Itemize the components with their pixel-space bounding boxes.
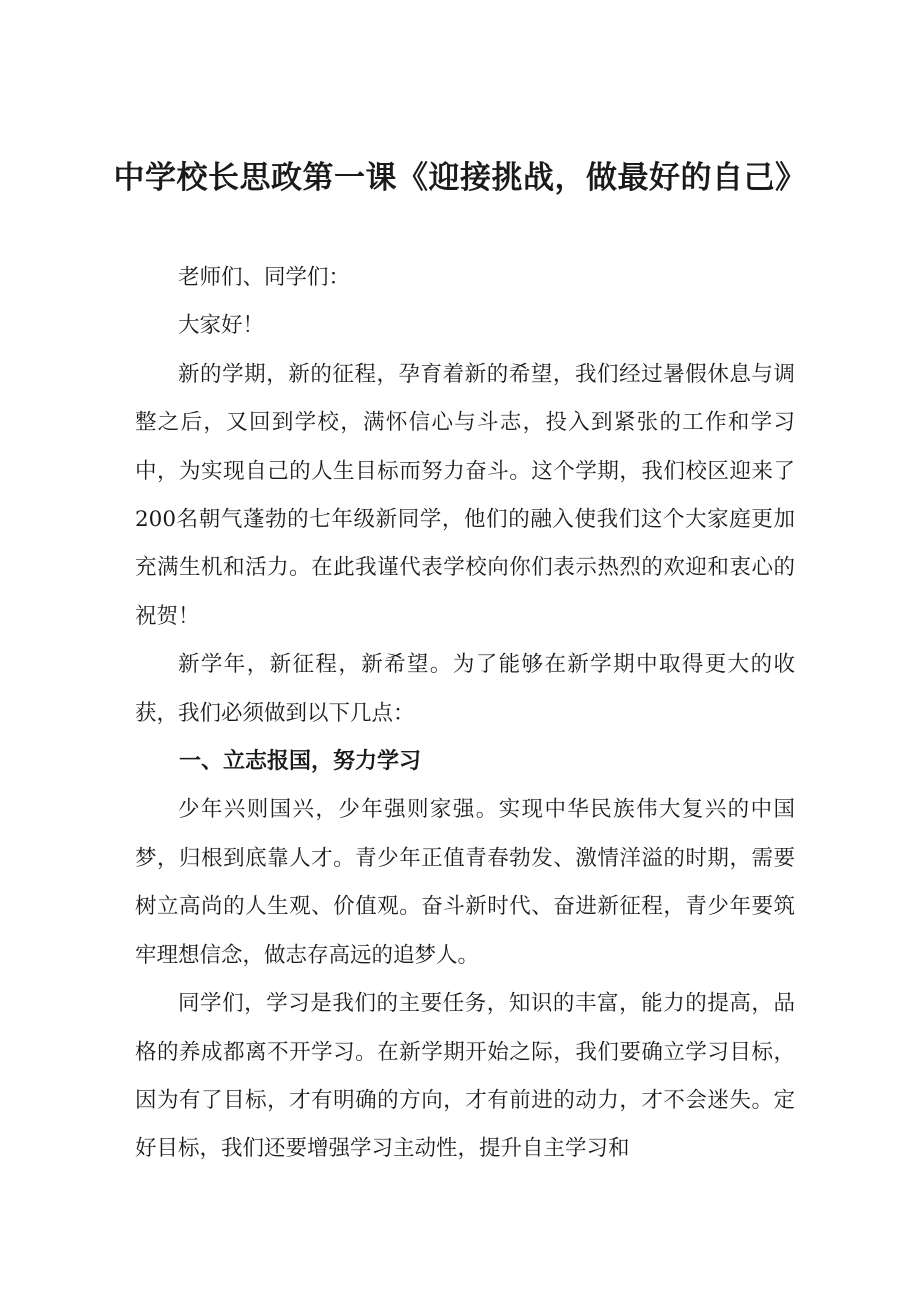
greeting: 大家好！	[178, 313, 265, 339]
document-title: 中学校长思政第一课《迎接挑战，做最好的自己》	[113, 160, 807, 196]
paragraph-intro-1: 新的学期，新的征程，孕育着新的希望，我们经过暑假休息与调整之后，又回到学校，满怀信心与斗志，投入到紧张的工作和学习中，为实现自己的人生目标而努力奋斗。这个学期，我们校区迎来了200名朝气蓬勃的七年级新同学，他们的融入使我们这个大家庭更加充满生机和活力。在此我谨代表学校向你们表示热烈的欢迎和衷心的祝贺！	[135, 361, 795, 629]
section-heading-1: 一、立志报国，努力学习	[179, 749, 422, 775]
document-body	[135, 254, 795, 1174]
paragraph-intro-2: 新学年，新征程，新希望。为了能够在新学期中取得更大的收获，我们必须做到以下几点：	[135, 652, 795, 726]
salutation: 老师们、同学们：	[178, 265, 351, 290]
section1-paragraph-2: 同学们，学习是我们的主要任务，知识的丰富，能力的提高，品格的养成都离不开学习。在新学期开始之际，我们要确立学习目标，因为有了目标，才有明确的方向，才有前进的动力，才不会迷失。定好目标，我们还要增强学习主动性，提升自主学习和	[135, 991, 795, 1162]
section1-paragraph-1: 少年兴则国兴，少年强则家强。实现中华民族伟大复兴的中国梦，归根到底靠人才。青少年正值青春勃发、激情洋溢的时期，需要树立高尚的人生观、价值观。奋斗新时代、奋进新征程，青少年要筑牢理想信念，做志存高远的追梦人。	[135, 797, 795, 968]
